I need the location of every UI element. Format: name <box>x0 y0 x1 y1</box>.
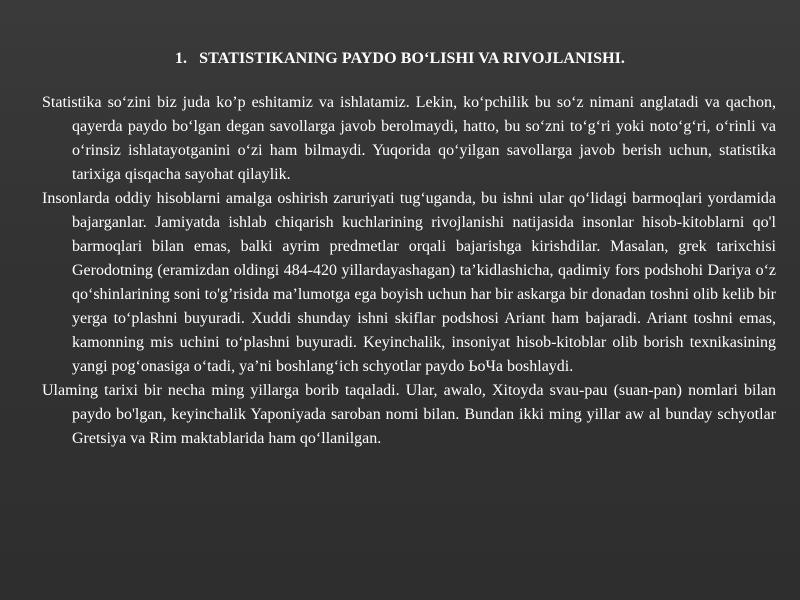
title-number: 1. <box>174 50 188 67</box>
paragraph-1: Statistika so‘zini biz juda ko’p eshitamiz va ishlatamiz. Lekin, ko‘pchilik bu so‘z nimani anglatadi va qachon, qayerda paydo bo‘lgan degan savollarga javob berolmaydi, hatto, bu so‘zni to‘g‘ri yoki noto‘g‘ri, o‘rinli va o‘rinsiz ishlatayotganini o‘zi ham bilmaydi. Yuqorida qo‘yilgan savollarga javob berish uchun, statistika tarixiga qisqacha sayohat qilaylik. <box>42 94 776 183</box>
slide-title <box>0 47 800 71</box>
paragraph-2: Insonlarda oddiy hisoblarni amalga oshirish zaruriyati tug‘uganda, bu ishni ular qo‘lidagi barmoqlari yordamida bajarganlar. Jamiyatda ishlab chiqarish kuchlarining rivojlanishi natijasida insonlar hisob-kitoblarni qo'l barmoqlari bilan emas, balki ayrim predmetlar orqali bajarishga kirishdilar. Masalan, grek tarixchisi Gerodotning (eramizdan oldingi 484-420 yillardayashagan) ta’kidlashicha, qadimiy fors podshohi Dariya o‘z qo‘shinlarining soni to'g’risida ma’lumotga ega boyish uchun har bir askarga bir donadan toshni olib kelib bir yerga to‘plashni buyuradi. Xuddi shunday ishni skiflar podshosi Ariant ham bajaradi. Ariant toshni emas, kamonning mis uchini to‘plashni buyuradi. Keyinchalik, insoniyat hisob-kitoblar olib borish texnikasining yangi pog‘onasiga o‘tadi, ya’ni boshlang‘ich schyotlar paydo ЬоЧа boshlaydi. <box>42 190 776 375</box>
paragraph-3: Ulaming tarixi bir necha ming yillarga borib taqaladi. Ular, awalo, Xitoyda svau-pau (suan-pan) nomlari bilan paydo bo'lgan, keyinchalik Yaponiyada saroban nomi bilan. Bundan ikki ming yillar aw al bunday schyotlar Gretsiya va Rim maktablarida ham qo‘llanilgan. <box>42 382 776 447</box>
body-text <box>42 91 776 451</box>
title-text: STATISTIKANING PAYDO BO‘LISHI VA RIVOJLANISHI. <box>199 50 626 67</box>
